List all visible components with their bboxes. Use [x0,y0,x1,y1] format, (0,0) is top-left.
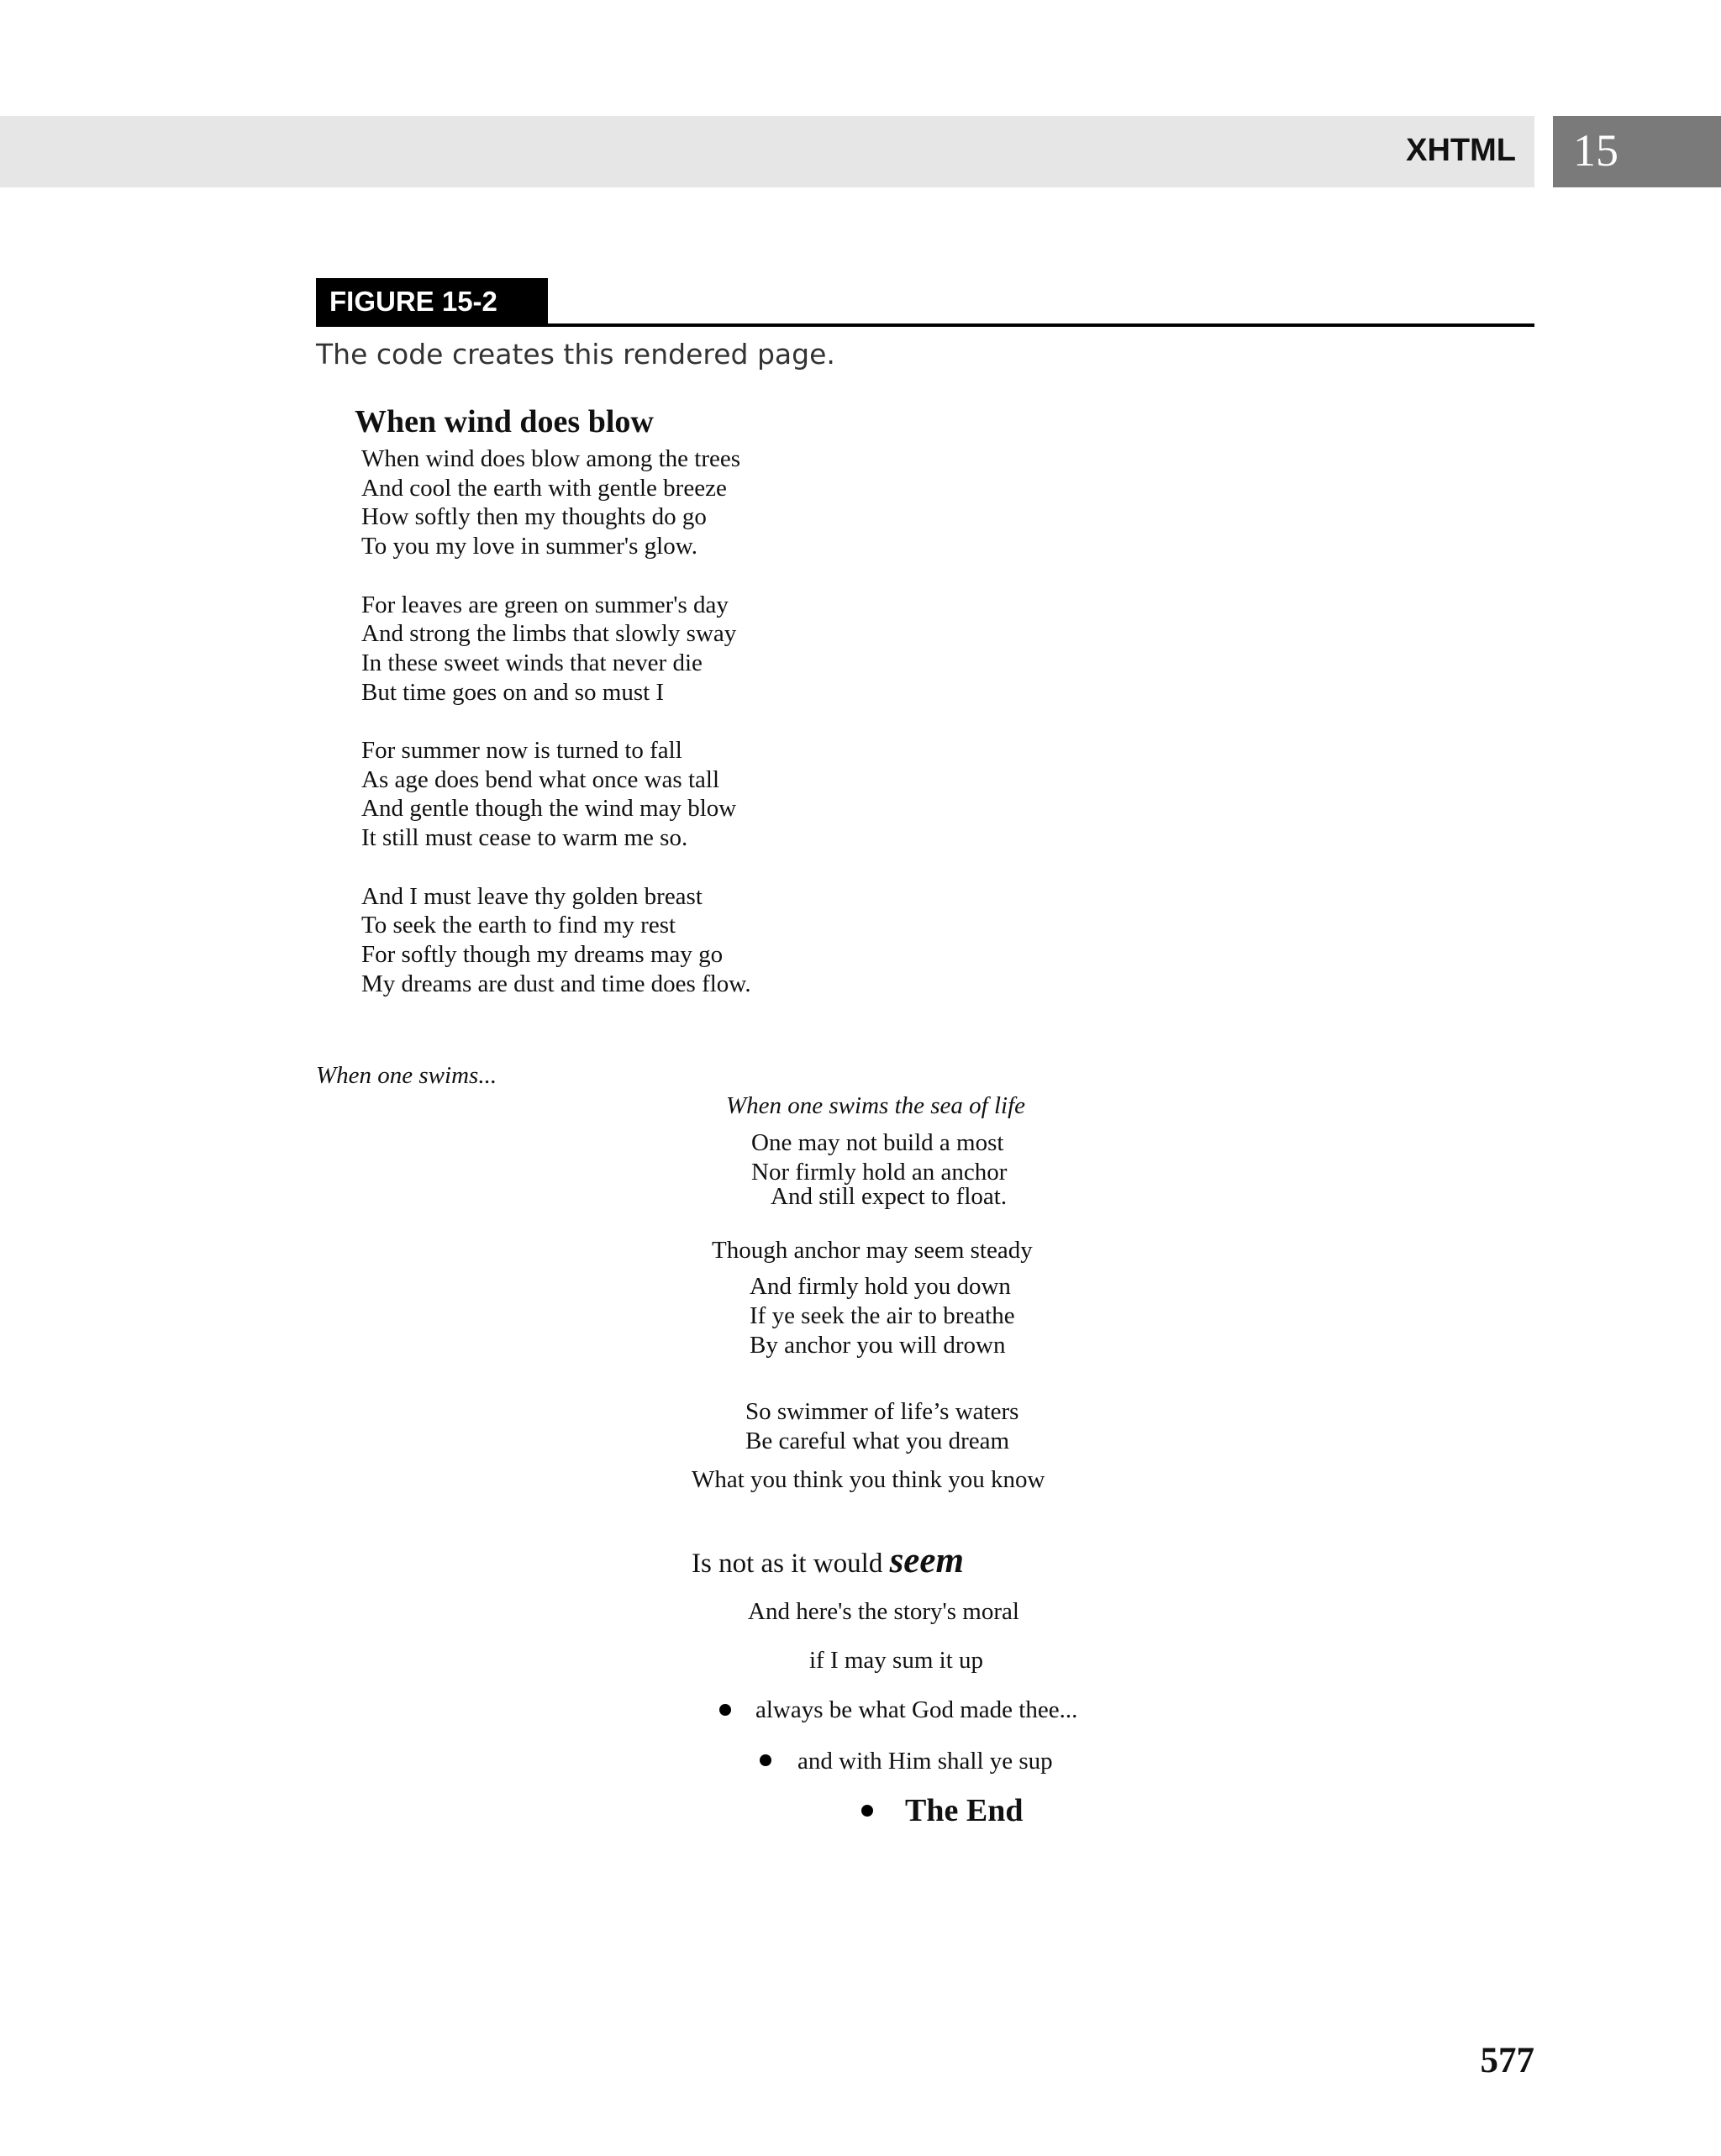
poem2-line: Be careful what you dream [745,1428,1010,1454]
poem2-line: One may not build a most [751,1129,1004,1156]
poem-line: As age does bend what once was tall [361,765,720,793]
poem2-line: And firmly hold you down [750,1273,1011,1300]
poem2-line: Though anchor may seem steady [712,1237,1033,1264]
poem2-line-text: Is not as it would [692,1549,883,1579]
poem-line: It still must cease to warm me so. [361,824,688,852]
bullet-icon [861,1805,873,1817]
poem-line: To seek the earth to find my rest [361,912,676,939]
figure-label: FIGURE 15-2 [316,278,548,325]
poem2-line: Nor firmly hold an anchor [751,1159,1008,1186]
stanza [361,444,751,561]
poem2-line: And still expect to float. [771,1183,1008,1210]
poem2-line: By anchor you will drown [750,1332,1006,1359]
figure-rule [316,323,1534,327]
poem-line: For softly though my dreams may go [361,940,724,968]
poem2-line: if I may sum it up [809,1647,984,1674]
poem-line: In these sweet winds that never die [361,649,703,676]
poem-line: For summer now is turned to fall [361,737,682,764]
poem-line: But time goes on and so must I [361,678,665,706]
poem-line: My dreams are dust and time does flow. [361,970,751,997]
chapter-number: 15 [1573,125,1618,176]
poem-line: For leaves are green on summer's day [361,591,729,618]
bullet-icon [760,1754,771,1766]
poem-line: When wind does blow among the trees [361,445,741,472]
poem2-subtitle: When one swims the sea of life [726,1092,1026,1119]
bullet-icon [719,1704,731,1716]
running-header-band [0,116,1534,187]
poem2-line: If ye seek the air to breathe [750,1302,1015,1329]
stanza [361,591,751,707]
poem2-line [692,1540,964,1581]
poem2-heading: When one swims... [316,1062,497,1089]
poem-body [361,444,751,1028]
poem-line: And gentle though the wind may blow [361,795,737,823]
poem2-line: And here's the story's moral [748,1598,1019,1625]
page-number: 577 [1480,2041,1534,2080]
poem-line: And strong the limbs that slowly sway [361,620,737,648]
poem2-line: So swimmer of life’s waters [745,1398,1019,1425]
poem-line: To you my love in summer's glow. [361,533,698,560]
poem2-line: What you think you think you know [692,1466,1045,1493]
stanza [361,736,751,853]
figure-caption: The code creates this rendered page. [316,338,835,371]
emphasized-word: seem [889,1541,964,1580]
running-header-title: XHTML [1406,133,1516,168]
list-item: and with Him shall ye sup [797,1748,1053,1775]
poem-line: And I must leave thy golden breast [361,882,703,910]
poem-line: How softly then my thoughts do go [361,503,707,531]
list-item: The End [905,1793,1024,1828]
poem-line: And cool the earth with gentle breeze [361,474,727,502]
list-item: always be what God made thee... [755,1696,1078,1723]
stanza [361,882,751,999]
poem-title: When wind does blow [355,404,654,439]
